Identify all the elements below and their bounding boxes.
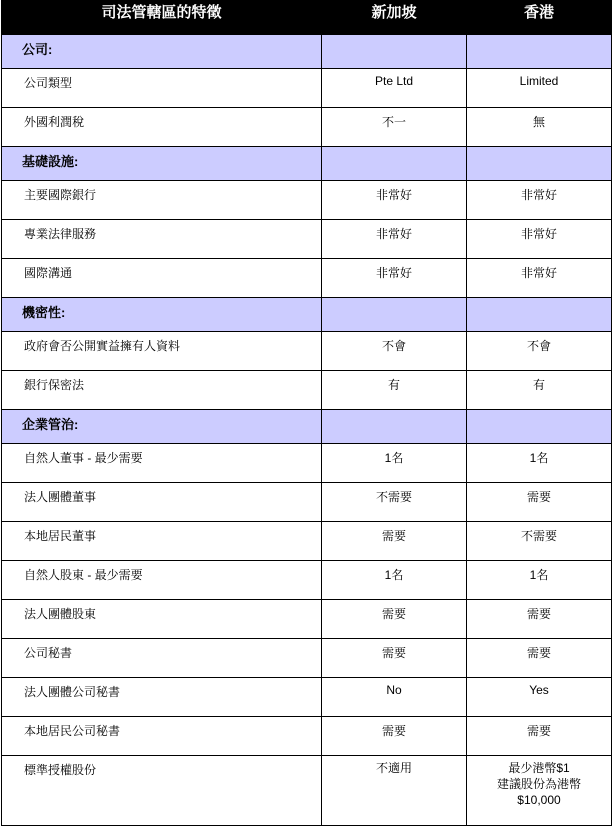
row-label: 國際溝通	[2, 259, 322, 298]
singapore-value: Pte Ltd	[322, 69, 467, 108]
singapore-value: 需要	[322, 717, 467, 756]
comparison-table	[1, 0, 612, 826]
table-row	[2, 444, 612, 483]
table-row	[2, 483, 612, 522]
value-line: $10,000	[517, 793, 561, 807]
section-title: 機密性:	[2, 298, 322, 332]
section-row-governance	[2, 410, 612, 444]
hongkong-value: 有	[467, 371, 612, 410]
hongkong-value: 需要	[467, 600, 612, 639]
table-row	[2, 600, 612, 639]
section-title: 企業管治:	[2, 410, 322, 444]
singapore-value: 不一	[322, 108, 467, 147]
table-row	[2, 678, 612, 717]
table-row	[2, 332, 612, 371]
hongkong-value: 需要	[467, 639, 612, 678]
table-row	[2, 522, 612, 561]
table-row	[2, 756, 612, 826]
hongkong-value-multiline	[467, 756, 612, 826]
section-title: 基礎設施:	[2, 147, 322, 181]
singapore-value: 不需要	[322, 483, 467, 522]
table-row	[2, 717, 612, 756]
row-label: 公司類型	[2, 69, 322, 108]
row-label: 本地居民董事	[2, 522, 322, 561]
row-label: 政府會否公開實益擁有人資料	[2, 332, 322, 371]
singapore-value: 1名	[322, 561, 467, 600]
singapore-value: 不適用	[322, 756, 467, 826]
row-label: 外國利潤稅	[2, 108, 322, 147]
row-label: 主要國際銀行	[2, 181, 322, 220]
header-hongkong: 香港	[467, 1, 612, 35]
table-row	[2, 220, 612, 259]
row-label: 法人團體董事	[2, 483, 322, 522]
singapore-value: 非常好	[322, 259, 467, 298]
hongkong-value: 不需要	[467, 522, 612, 561]
singapore-value: 需要	[322, 600, 467, 639]
table-row	[2, 639, 612, 678]
hongkong-value: Limited	[467, 69, 612, 108]
hongkong-value: 非常好	[467, 181, 612, 220]
table-row	[2, 371, 612, 410]
singapore-value: 需要	[322, 522, 467, 561]
row-label: 法人團體公司秘書	[2, 678, 322, 717]
singapore-value: 非常好	[322, 181, 467, 220]
hongkong-value: Yes	[467, 678, 612, 717]
hongkong-value: 非常好	[467, 259, 612, 298]
row-label: 銀行保密法	[2, 371, 322, 410]
table-row	[2, 259, 612, 298]
value-line: 建議股份為港幣	[496, 777, 581, 791]
hongkong-value: 需要	[467, 483, 612, 522]
hongkong-value: 需要	[467, 717, 612, 756]
header-singapore: 新加坡	[322, 1, 467, 35]
table-row	[2, 181, 612, 220]
row-label: 標準授權股份	[2, 756, 322, 826]
singapore-value: 不會	[322, 332, 467, 371]
section-row-confidentiality	[2, 298, 612, 332]
row-label: 本地居民公司秘書	[2, 717, 322, 756]
table-row	[2, 108, 612, 147]
hongkong-value: 無	[467, 108, 612, 147]
singapore-value: 有	[322, 371, 467, 410]
row-label: 公司秘書	[2, 639, 322, 678]
hongkong-value: 1名	[467, 444, 612, 483]
row-label: 專業法律服務	[2, 220, 322, 259]
singapore-value: 1名	[322, 444, 467, 483]
value-line: 最少港幣$1	[508, 761, 570, 775]
row-label: 法人團體股東	[2, 600, 322, 639]
section-title: 公司:	[2, 35, 322, 69]
hongkong-value: 1名	[467, 561, 612, 600]
section-row-infrastructure	[2, 147, 612, 181]
singapore-value: 非常好	[322, 220, 467, 259]
header-row	[2, 1, 612, 35]
section-row-company	[2, 35, 612, 69]
row-label: 自然人董事 - 最少需要	[2, 444, 322, 483]
hongkong-value: 不會	[467, 332, 612, 371]
row-label: 自然人股東 - 最少需要	[2, 561, 322, 600]
table-row	[2, 69, 612, 108]
table-row	[2, 561, 612, 600]
singapore-value: No	[322, 678, 467, 717]
singapore-value: 需要	[322, 639, 467, 678]
header-title: 司法管轄區的特徵	[2, 1, 322, 35]
hongkong-value: 非常好	[467, 220, 612, 259]
